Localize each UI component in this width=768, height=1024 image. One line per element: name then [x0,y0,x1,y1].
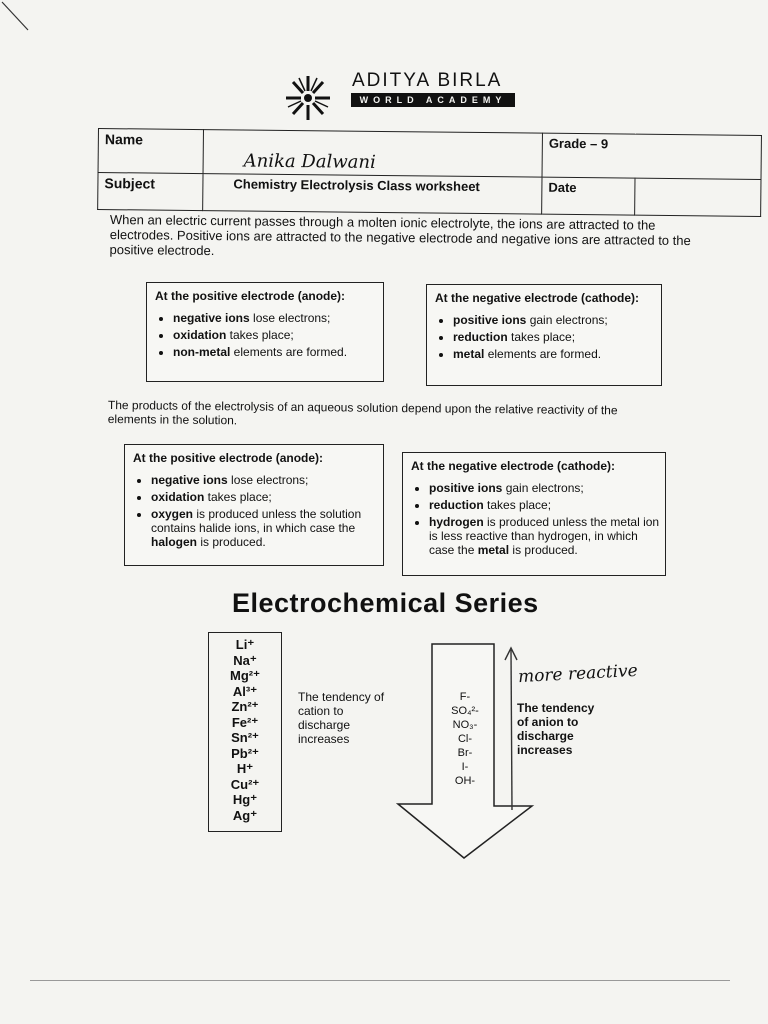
anion: Br- [457,747,473,759]
aqueous-cathode-title: At the negative electrode (cathode): [411,459,616,473]
cation-tendency-text: The tendency of cation to discharge increases [298,690,385,746]
date-label: Date [548,179,577,196]
cation: Zn²⁺ [231,699,259,714]
list-item: • reduction takes place; [453,330,661,344]
list-item: • hydrogen is produced unless the metal ion is less reactive than hydrogen, in which case the metal is produced. [429,515,665,557]
cation: Fe²⁺ [231,714,259,730]
aqueous-cathode-box [402,452,666,576]
list-item: • oxidation takes place; [151,490,383,504]
aqueous-paragraph: The products of the electrolysis of an aqueous solution depend upon the relative reactivity of the elements in the solution. [107,398,618,428]
list-item: • positive ions gain electrons; [429,481,665,495]
list-item: • non-metal elements are formed. [173,345,383,359]
subject-value: Chemistry Electrolysis Class worksheet [233,176,480,195]
cation: Hg⁺ [232,792,258,807]
list-item: • metal elements are formed. [453,347,661,361]
name-label: Name [104,131,144,148]
anion-tendency-text: The tendency of anion to discharge increases [517,701,595,757]
molten-cathode-box [426,284,662,386]
anion: SO₄²- [451,705,479,717]
cation: Li⁺ [235,637,255,652]
list-item: • oxidation takes place; [173,328,383,342]
brand-subtitle: WORLD ACADEMY [351,93,515,107]
cation: Cu²⁺ [230,776,260,792]
cation: H⁺ [236,761,254,776]
handwritten-note: more reactive [517,660,639,688]
student-info-table [97,128,762,217]
cation: Pb²⁺ [231,745,259,761]
list-item: • negative ions lose electrons; [173,311,383,325]
anion: OH- [454,775,476,787]
cation: Sn²⁺ [231,730,259,745]
subject-label: Subject [104,175,156,192]
bottom-divider [30,980,730,981]
series-title: Electrochemical Series [232,588,539,618]
list-item: • negative ions lose electrons; [151,473,383,487]
anion: NO₃- [452,719,478,731]
brand-name: ADITYA BIRLA [352,70,503,91]
cation: Na⁺ [233,652,257,668]
corner-mark [0,0,40,40]
intro-paragraph: When an electric current passes through a molten ionic electrolyte, the ions are attracted to the electrodes. Positive ions are attracted to the negative electrode and negative ions are attracted to the positive electrode. [109,212,691,259]
aditya-birla-logo-icon [282,72,338,128]
grade-label: Grade – 9 [548,135,609,152]
anion: I- [461,761,469,773]
anion-series [436,690,494,788]
list-item: • oxygen is produced unless the solution contains halide ions, in which case the halogen is produced. [151,507,383,549]
molten-anode-box [146,282,384,382]
aqueous-anode-box [124,444,384,566]
anion: F- [459,691,471,703]
cation-series-box [208,632,282,832]
molten-cathode-title: At the negative electrode (cathode): [435,291,640,305]
list-item: • positive ions gain electrons; [453,313,661,327]
molten-anode-title: At the positive electrode (anode): [155,289,346,303]
aqueous-anode-title: At the positive electrode (anode): [133,451,324,465]
list-item: • reduction takes place; [429,498,665,512]
anion: Cl- [457,733,473,745]
cation: Ag⁺ [232,807,258,823]
name-value: Anika Dalwani [243,150,376,173]
cation: Al³⁺ [232,683,258,699]
cation: Mg²⁺ [230,668,260,683]
